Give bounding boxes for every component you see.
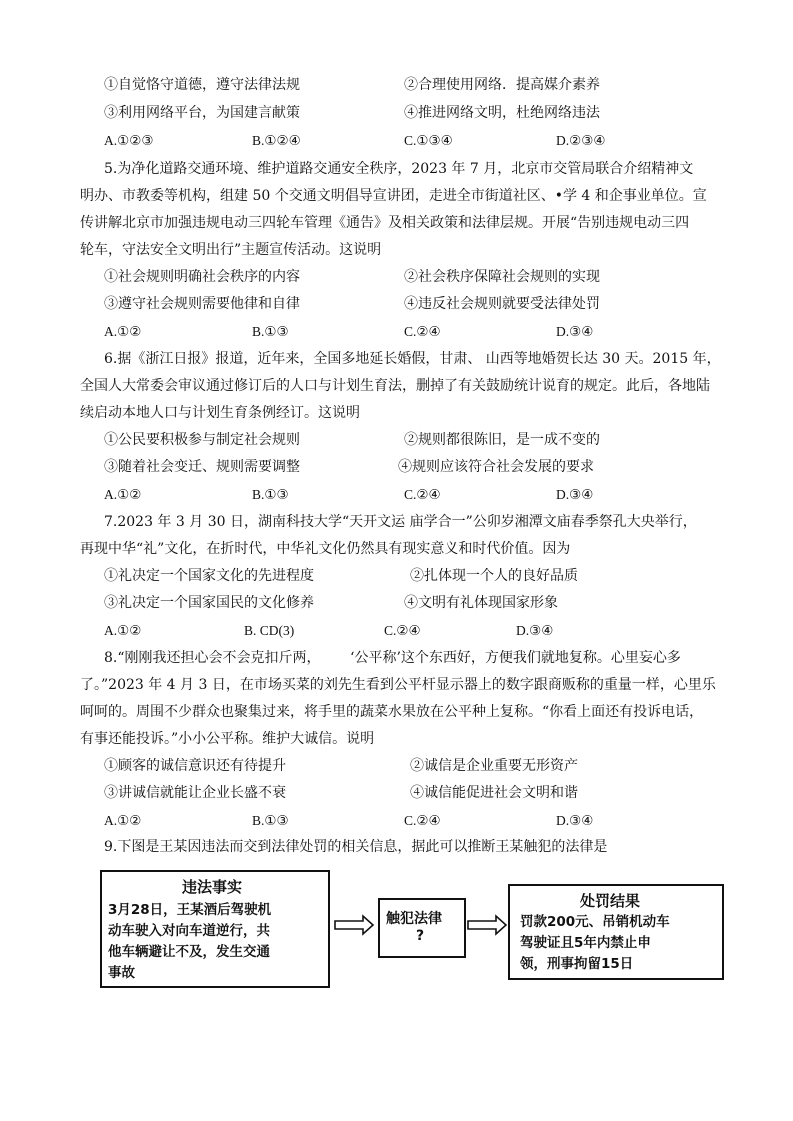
- q4-choice-d: D.②③④: [556, 133, 606, 148]
- q8-stem-line-1a: 8.“刚刚我还担心会不会克扣斤两，: [104, 650, 321, 666]
- q5-choice-b: B.①③: [252, 324, 289, 339]
- q5-stem-line-1: 5.为净化道路交通环境、维护道路交通安全秩序，2023 年 7 月，北京市交管局联合介绍精神文: [104, 161, 694, 177]
- q5-stem-line-2: 明办、市教委等机构，组建 50 个交通文明倡导宣讲团，走进全市街道社区、•学 4 和企事业单位。宣: [80, 188, 707, 204]
- arrow-right-icon: [466, 914, 508, 936]
- q8-option-3: ③讲诚信就能让企业长盛不衰: [104, 785, 286, 801]
- q7-option-3: ③礼决定一个国家国民的文化修养: [104, 595, 314, 611]
- q8-choice-c: C.②④: [404, 813, 441, 828]
- violation-facts-box: [100, 870, 330, 988]
- q5-stem-line-4: 轮车，守法安全文明出行”主题宣传活动。这说明: [80, 242, 382, 258]
- q8-option-1: ①顾客的诚信意识还有待提升: [104, 758, 286, 774]
- q6-option-2: ②规则都很陈旧，是一成不变的: [404, 432, 600, 448]
- q5-choice-a: A.①②: [104, 324, 142, 339]
- law-violated-question-mark: ?: [416, 928, 425, 944]
- q7-choice-a: A.①②: [104, 623, 142, 638]
- punishment-result-line-1: 罚款200元、吊销机动车: [520, 914, 670, 930]
- punishment-result-line-3: 领，刑事拘留15日: [520, 956, 634, 972]
- violation-facts-line-2: 动车驶入对向车道逆行，共: [108, 923, 270, 939]
- q8-option-4: ④诚信能促进社会文明和谐: [410, 785, 578, 801]
- q6-choice-d: D.③④: [556, 487, 594, 502]
- q6-choice-c: C.②④: [404, 487, 441, 502]
- q6-option-4: ④规则应该符合社会发展的要求: [398, 459, 594, 475]
- q8-stem-line-4: 有事还能投诉。”小小公平称。维护大诚信。说明: [80, 731, 375, 747]
- q6-stem-line-1: 6.据《浙江日报》报道，近年来，全国多地延长婚假，甘肃、 山西等地婚贺长达 30 天。2015 年，: [104, 351, 721, 367]
- q4-option-1: ①自觉恪守道德，遵守法律法规: [104, 77, 300, 93]
- q7-choice-c: C.②④: [384, 623, 421, 638]
- punishment-result-title: 处罚结果: [580, 892, 641, 910]
- q5-option-1: ①社会规则明确社会秩序的内容: [104, 269, 300, 285]
- violation-facts-line-1: 3月28日，王某酒后驾驶机: [108, 902, 272, 918]
- q4-option-4: ④推进网络文明，杜绝网络违法: [404, 105, 600, 121]
- q4-option-3: ③利用网络平台，为国建言献策: [104, 105, 300, 121]
- law-violated-label: 触犯法律: [386, 911, 442, 927]
- q6-stem-line-3: 续启动本地人口与计划生育条例经订。这说明: [80, 405, 360, 421]
- violation-facts-line-3: 他车辆避让不及，发生交通: [108, 944, 270, 960]
- q4-choice-a: A.①②③: [104, 133, 154, 148]
- q8-choice-b: B.①③: [252, 813, 289, 828]
- q4-choice-c: C.①③④: [404, 133, 453, 148]
- q6-option-1: ①公民要积极参与制定社会规则: [104, 432, 300, 448]
- q7-option-2: ②扎体现一个人的良好品质: [410, 568, 578, 584]
- q5-option-3: ③遵守社会规则需要他律和自律: [104, 296, 300, 312]
- punishment-result-box: [508, 884, 724, 980]
- q7-option-1: ①礼决定一个国家文化的先进程度: [104, 568, 314, 584]
- q7-option-4: ④文明有礼体现国家形象: [404, 595, 558, 611]
- q5-choice-c: C.②④: [404, 324, 441, 339]
- q5-option-4: ④违反社会规则就要受法律处罚: [404, 296, 600, 312]
- law-violated-box: [378, 898, 466, 958]
- q7-stem-line-2: 再现中华“礼”文化，在折时代，中华礼文化仍然具有现实意义和时代价值。因为: [80, 541, 571, 557]
- q7-stem-line-1: 7.2023 年 3 月 30 日，湖南科技大学“天开文运 庙学合一”公卯岁湘潭文庙春季祭孔大央举行，: [104, 514, 697, 530]
- q9-stem-line-1: 9.下图是王某因违法而交到法律处罚的相关信息，据此可以推断王某触犯的法律是: [104, 839, 608, 855]
- q4-option-2: ②合理使用网络．提高媒介素养: [404, 77, 600, 93]
- q4-choice-b: B.①②④: [252, 133, 301, 148]
- q8-stem-line-2: 了。”2023 年 4 月 3 日，在市场买菜的刘先生看到公平杆显示器上的数字跟商贩称的重量一样，心里乐: [80, 677, 716, 693]
- q5-option-2: ②社会秩序保障社会规则的实现: [404, 269, 600, 285]
- q5-stem-line-3: 传讲解北京市加强违规电动三四轮车管理《通告》及相关政策和法律层规。开展“告别违规电动三四: [80, 215, 690, 231]
- q6-choice-a: A.①②: [104, 487, 142, 502]
- q7-choice-b: B. CD(3): [244, 623, 295, 638]
- q6-stem-line-2: 全国人大常委会审议通过修订后的人口与计划生育法，删掉了有关鼓励统计说育的规定。此后，各地陆: [80, 378, 710, 394]
- q5-choice-d: D.③④: [556, 324, 594, 339]
- q8-stem-line-3: 呵呵的。周围不少群众也聚集过来，将手里的蔬菜水果放在公平种上复称。“你看上面还有投诉电话，: [80, 704, 704, 720]
- q6-option-3: ③随着社会变迁、规则需要调整: [104, 459, 300, 475]
- violation-facts-line-4: 事故: [108, 965, 135, 981]
- arrow-right-icon: [333, 914, 375, 936]
- q7-choice-d: D.③④: [516, 623, 554, 638]
- q8-stem-line-1b: ‘公平称’这个东西好，方便我们就地复称。心里妄心多: [350, 650, 681, 666]
- q8-choice-a: A.①②: [104, 813, 142, 828]
- violation-facts-title: 违法事实: [182, 878, 243, 896]
- punishment-result-line-2: 驾驶证且5年内禁止申: [520, 935, 651, 951]
- q8-option-2: ②诚信是企业重要无形资产: [410, 758, 578, 774]
- q6-choice-b: B.①③: [252, 487, 289, 502]
- q8-choice-d: D.③④: [556, 813, 594, 828]
